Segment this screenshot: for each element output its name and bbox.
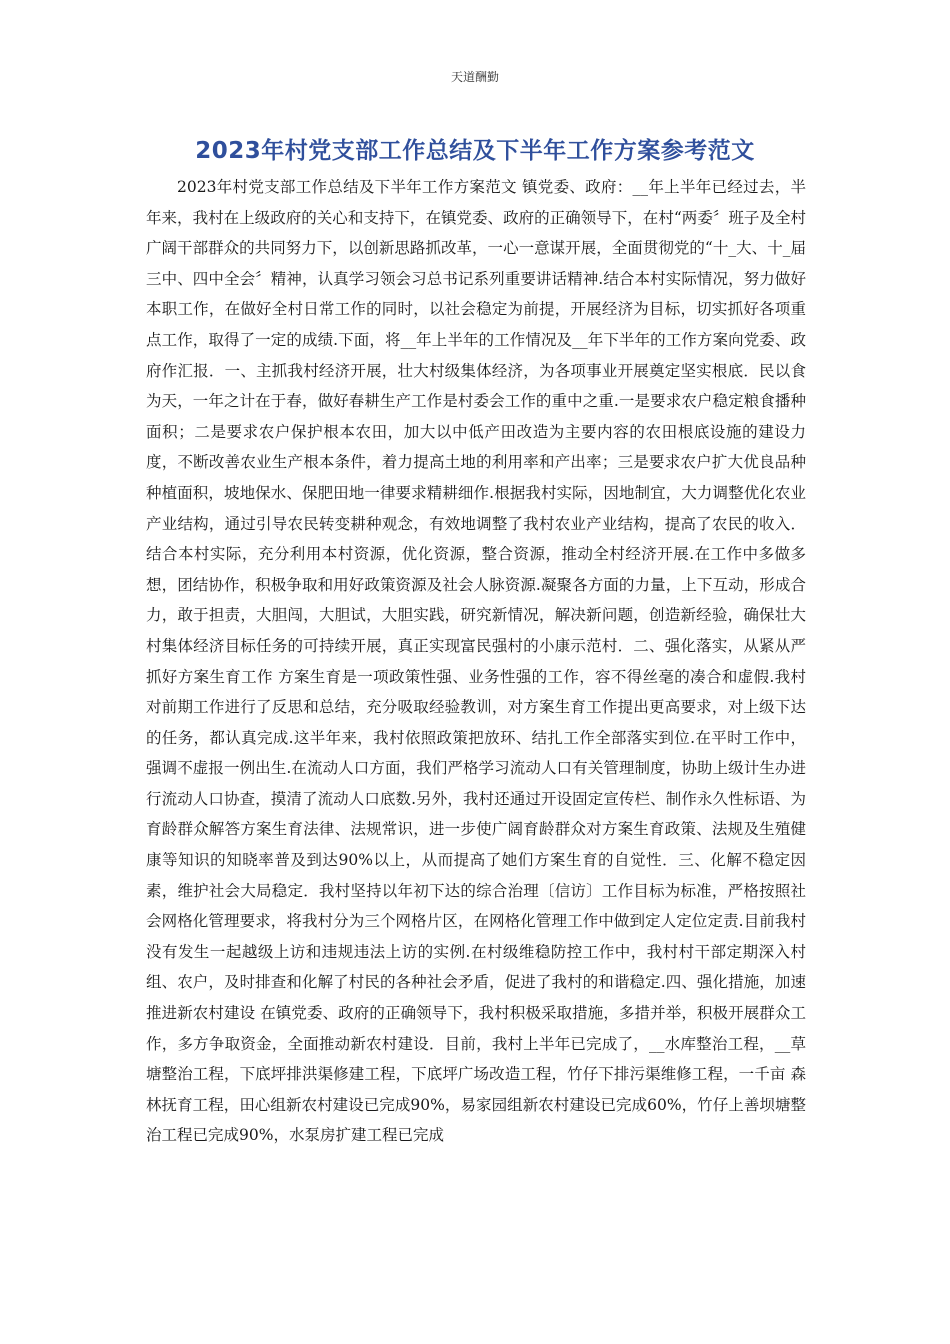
page-header: 天道酬勤: [450, 70, 499, 84]
document-title: 2023年村党支部工作总结及下半年工作方案参考范文: [195, 138, 755, 164]
document-body: 2023年村党支部工作总结及下半年工作方案范文 镇党委、政府：__年上半年已经过去，半年来，我村在上级政府的关心和支持下，在镇党委、政府的正确领导下，在村“两委〞班子及全村广阔干部群众的共同努力下，以创新思路抓改革，一心一意谋开展，全面贯彻党的“十_大、十_届三中、四中全会〞精神，认真学习领会习总书记系列重要讲话精神.结合本村实际情况，努力做好本职工作，在做好全村日常工作的同时，以社会稳定为前提，开展经济为目标，切实抓好各项重点工作，取得了一定的成绩.下面，将__年上半年的工作情况及__年下半年的工作方案向党委、政府作汇报．一、主抓我村经济开展，壮大村级集体经济，为各项事业开展奠定坚实根底．民以食为天，一年之计在于春，做好春耕生产工作是村委会工作的重中之重.一是要求农户稳定粮食播种面积；二是要求农户保护根本农田，加大以中低产田改造为主要内容的农田根底设施的建设力度，不断改善农业生产根本条件，着力提高土地的利用率和产出率；三是要求农户扩大优良品种种植面积，坡地保水、保肥田地一律要求精耕细作.根据我村实际，因地制宜，大力调整优化农业产业结构，通过引导农民转变耕种观念，有效地调整了我村农业产业结构，提高了农民的收入．结合本村实际，充分利用本村资源，优化资源，整合资源，推动全村经济开展.在工作中多做多想，团结协作，积极争取和用好政策资源及社会人脉资源.凝聚各方面的力量，上下互动，形成合力，敢于担责，大胆闯，大胆试，大胆实践，研究新情况，解决新问题，创造新经验，确保壮大村集体经济目标任务的可持续开展，真正实现富民强村的小康示范村．二、强化落实，从紧从严抓好方案生育工作 方案生育是一项政策性强、业务性强的工作，容不得丝毫的凑合和虚假.我村对前期工作进行了反思和总结，充分吸取经验教训，对方案生育工作提出更高要求，对上级下达的任务，都认真完成.这半年来，我村依照政策把放环、结扎工作全部落实到位.在平时工作中，强调不虚报一例出生.在流动人口方面，我们严格学习流动人口有关管理制度，协助上级计生办进行流动人口协查，摸清了流动人口底数.另外，我村还通过开设固定宣传栏、制作永久性标语、为育龄群众解答方案生育法律、法规常识，进一步使广阔育龄群众对方案生育政策、法规及生殖健康等知识的知晓率普及到达90%以上，从而提高了她们方案生育的自觉性．三、化解不稳定因素，维护社会大局稳定．我村坚持以年初下达的综合治理〔信访〕工作目标为标准，严格按照社会网格化管理要求，将我村分为三个网格片区，在网格化管理工作中做到定人定位定责.目前我村没有发生一起越级上访和违规违法上访的实例.在村级维稳防控工作中，我村村干部定期深入村组、农户，及时排查和化解了村民的各种社会矛盾，促进了我村的和谐稳定.四、强化措施，加速推进新农村建设 在镇党委、政府的正确领导下，我村积极采取措施，多措并举，积极开展群众工作，多方争取资金，全面推动新农村建设．目前，我村上半年已完成了，__水库整治工程，__草塘整治工程，下底坪排洪渠修建工程，下底坪广场改造工程，竹仔下排污渠维修工程，一千亩 森林抚育工程，田心组新农村建设已完成90%，易家园组新农村建设已完成60%，竹仔上善坝塘整治工程已完成90%，水泵房扩建工程已完成: [146, 178, 806, 1145]
